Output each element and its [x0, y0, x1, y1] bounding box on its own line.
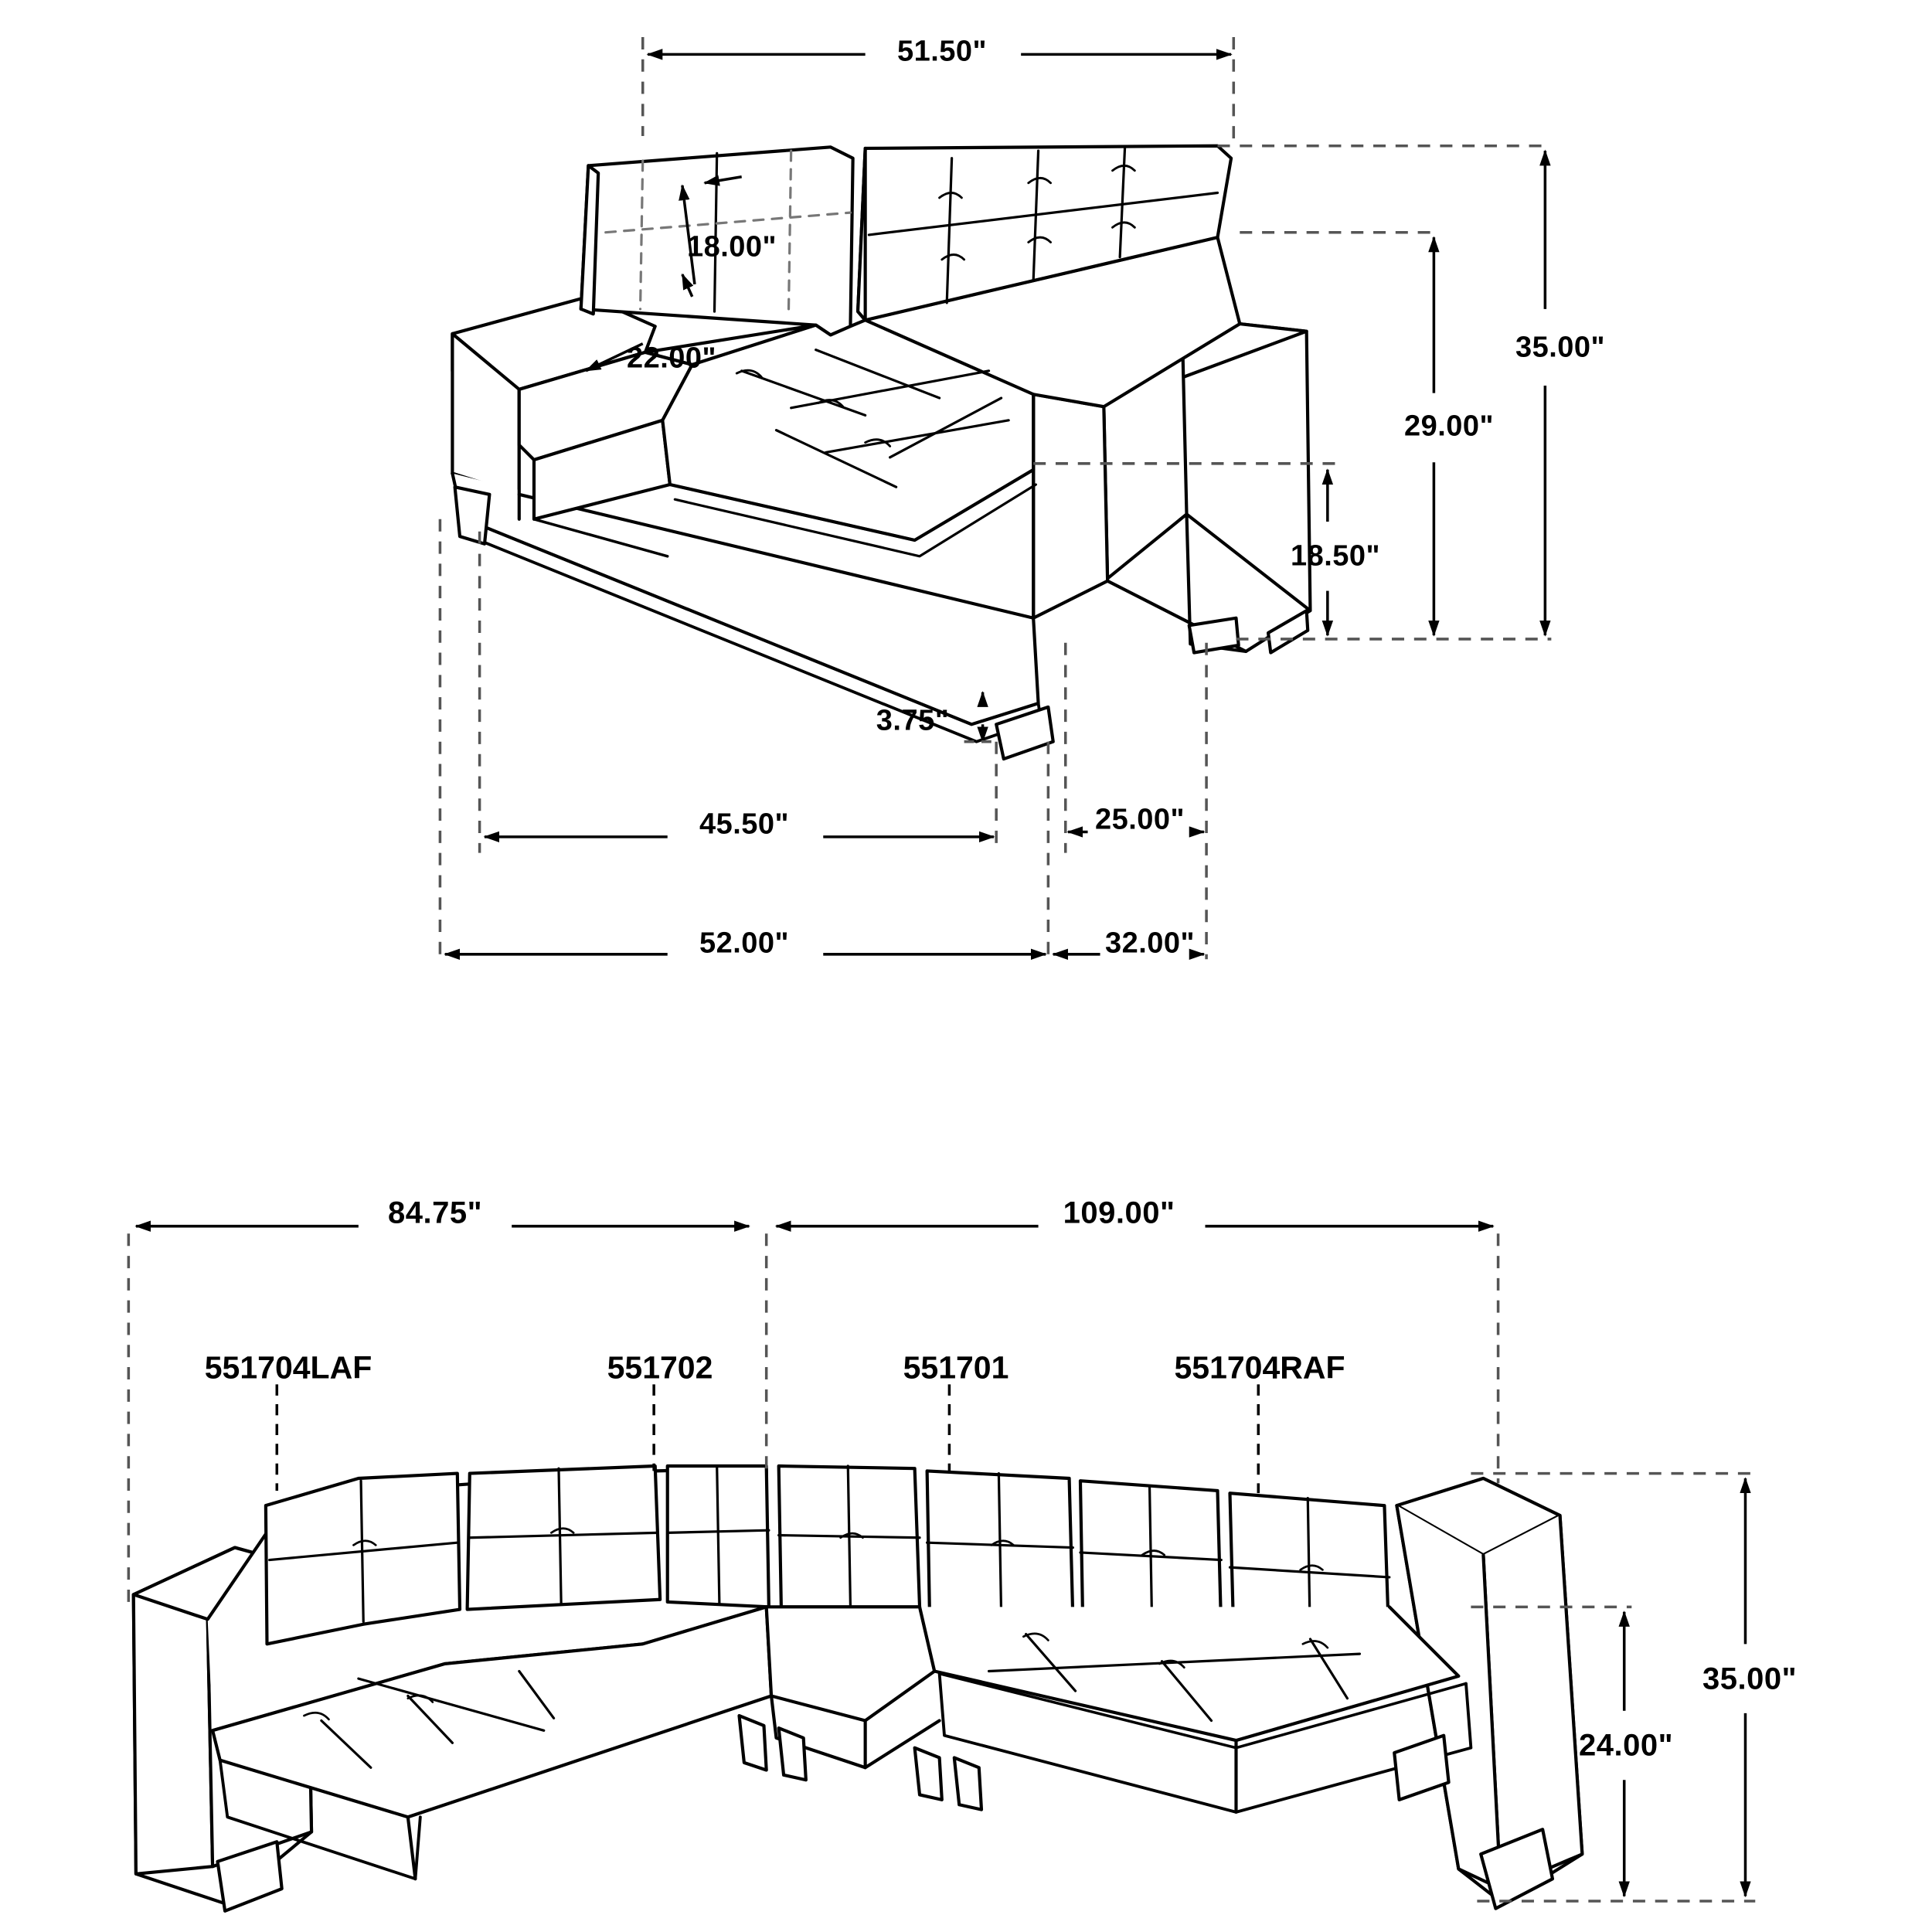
dimension-label-width-overall: 51.50" — [896, 35, 988, 68]
sectional-drawing — [134, 1466, 1583, 1911]
part-label-551704RAF: 551704RAF — [1174, 1349, 1345, 1386]
dimension-label-seat-back-height: 18.00" — [686, 230, 777, 264]
part-label-551704LAF: 551704LAF — [204, 1349, 372, 1386]
dimension-label-depth-seat: 25.00" — [1094, 803, 1185, 836]
dimension-label-overall-height: 35.00" — [1515, 331, 1606, 364]
loveseat-drawing — [452, 146, 1310, 759]
part-label-551701: 551701 — [903, 1349, 1009, 1386]
dimension-label-left-span: 84.75" — [387, 1196, 483, 1230]
dimension-label-back-height: 29.00" — [1403, 410, 1495, 443]
dimension-label-seat-width-inner: 45.50" — [699, 808, 790, 841]
dimension-label-sectional-overall-height: 35.00" — [1702, 1662, 1798, 1696]
dimension-label-overall-length: 52.00" — [699, 927, 790, 960]
dimension-label-seat-depth: 22.00" — [626, 342, 717, 375]
dimension-label-leg-height: 3.75" — [876, 704, 950, 737]
dimension-label-right-span: 109.00" — [1063, 1196, 1175, 1230]
part-label-551702: 551702 — [607, 1349, 713, 1386]
dimension-label-arm-height: 18.50" — [1290, 539, 1381, 573]
dimension-label-sectional-seat-back-height: 24.00" — [1578, 1728, 1674, 1763]
dimension-label-overall-depth: 32.00" — [1104, 927, 1196, 960]
